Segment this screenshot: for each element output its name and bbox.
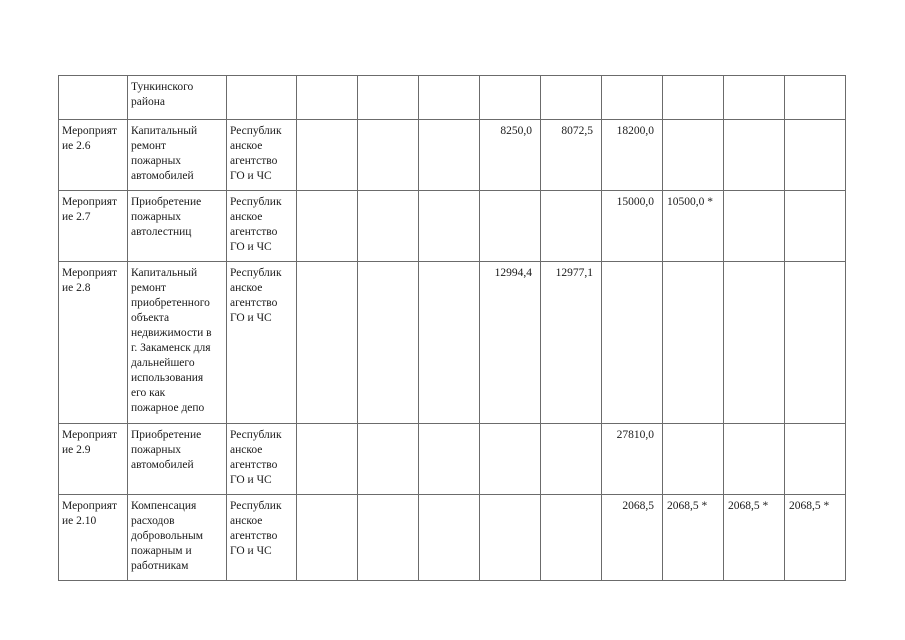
table-row — [59, 76, 846, 120]
funding-value-cell — [663, 120, 724, 191]
funding-value-cell: 2068,5 * — [724, 495, 785, 581]
responsible-executor-text: Республик анское агентство ГО и ЧС — [230, 267, 282, 324]
measure-name-text: Приобретение пожарных автолестниц — [131, 196, 202, 238]
funding-value-cell — [724, 120, 785, 191]
funding-value-cell — [480, 495, 541, 581]
funding-value-cell — [785, 191, 846, 262]
funding-value-cell — [785, 262, 846, 424]
funding-value-cell: 2068,5 — [602, 495, 663, 581]
responsible-executor-text: Республик анское агентство ГО и ЧС — [230, 125, 282, 182]
funding-value-cell — [297, 262, 358, 424]
responsible-executor-cell — [227, 424, 297, 495]
funding-value-cell — [358, 120, 419, 191]
funding-value-cell — [419, 191, 480, 262]
responsible-executor-text: Республик анское агентство ГО и ЧС — [230, 500, 282, 557]
measure-name-text: Капитальный ремонт приобретенного объекта недвижимости в г. Закаменск для дальнейшего использования его как пожарное депо — [131, 267, 212, 414]
table-row — [59, 120, 846, 191]
funding-value-cell — [480, 191, 541, 262]
responsible-executor-text: Республик анское агентство ГО и ЧС — [230, 429, 282, 486]
funding-value-cell — [663, 262, 724, 424]
funding-value-cell: 12994,4 — [480, 262, 541, 424]
funding-value-cell: 2068,5 * — [663, 495, 724, 581]
responsible-executor-cell — [227, 495, 297, 581]
funding-value-cell — [663, 424, 724, 495]
funding-value-cell: 8072,5 — [541, 120, 602, 191]
funding-value-cell — [480, 76, 541, 120]
responsible-executor-text: Республик анское агентство ГО и ЧС — [230, 196, 282, 253]
measure-name-cell — [128, 191, 227, 262]
measure-name-cell — [128, 495, 227, 581]
funding-value-cell — [602, 262, 663, 424]
measure-name-cell — [128, 262, 227, 424]
funding-value-cell — [541, 191, 602, 262]
funding-value-cell: 27810,0 — [602, 424, 663, 495]
responsible-executor-cell — [227, 191, 297, 262]
funding-value-cell: 10500,0 * — [663, 191, 724, 262]
funding-value-cell — [297, 191, 358, 262]
table-body — [59, 76, 846, 581]
funding-value-cell — [358, 424, 419, 495]
funding-value-cell — [480, 424, 541, 495]
funding-value-cell — [724, 424, 785, 495]
measure-id-text: Мероприят ие 2.10 — [62, 500, 118, 527]
funding-value-cell — [358, 495, 419, 581]
funding-value-cell — [358, 76, 419, 120]
funding-value-cell — [419, 76, 480, 120]
funding-value-cell — [724, 191, 785, 262]
funding-value-cell: 18200,0 — [602, 120, 663, 191]
funding-value-cell — [297, 424, 358, 495]
funding-value-cell — [724, 76, 785, 120]
table-row — [59, 495, 846, 581]
funding-value-cell — [419, 495, 480, 581]
measure-name-text: Компенсация расходов добровольным пожарным и работникам — [131, 500, 204, 572]
funding-value-cell — [297, 120, 358, 191]
funding-value-cell — [419, 424, 480, 495]
measure-id-text: Мероприят ие 2.6 — [62, 125, 118, 152]
funding-value-cell — [602, 76, 663, 120]
measure-id-cell — [59, 495, 128, 581]
measure-name-cell — [128, 120, 227, 191]
measure-id-text: Мероприят ие 2.8 — [62, 267, 118, 294]
funding-value-cell — [785, 76, 846, 120]
measure-name-text: Тункинского района — [131, 81, 194, 108]
funding-value-cell: 8250,0 — [480, 120, 541, 191]
funding-value-cell: 2068,5 * — [785, 495, 846, 581]
table-row — [59, 424, 846, 495]
program-measures-table — [58, 75, 846, 581]
responsible-executor-cell — [227, 76, 297, 120]
funding-value-cell — [785, 120, 846, 191]
measure-id-text: Мероприят ие 2.9 — [62, 429, 118, 456]
funding-value-cell — [419, 262, 480, 424]
measure-id-cell — [59, 120, 128, 191]
measure-name-cell — [128, 424, 227, 495]
funding-value-cell — [541, 424, 602, 495]
measure-id-cell — [59, 76, 128, 120]
funding-value-cell — [297, 76, 358, 120]
funding-value-cell — [785, 424, 846, 495]
funding-value-cell — [419, 120, 480, 191]
measure-id-cell — [59, 191, 128, 262]
measure-name-text: Капитальный ремонт пожарных автомобилей — [131, 125, 198, 182]
table-row — [59, 262, 846, 424]
measure-id-cell — [59, 262, 128, 424]
funding-value-cell — [358, 262, 419, 424]
funding-value-cell — [358, 191, 419, 262]
responsible-executor-cell — [227, 120, 297, 191]
funding-value-cell: 15000,0 — [602, 191, 663, 262]
funding-value-cell — [297, 495, 358, 581]
funding-value-cell — [724, 262, 785, 424]
funding-value-cell: 12977,1 — [541, 262, 602, 424]
funding-value-cell — [541, 495, 602, 581]
measure-name-cell — [128, 76, 227, 120]
measure-id-text: Мероприят ие 2.7 — [62, 196, 118, 223]
measure-name-text: Приобретение пожарных автомобилей — [131, 429, 202, 471]
responsible-executor-cell — [227, 262, 297, 424]
measure-id-cell — [59, 424, 128, 495]
table-row — [59, 191, 846, 262]
funding-value-cell — [541, 76, 602, 120]
funding-value-cell — [663, 76, 724, 120]
